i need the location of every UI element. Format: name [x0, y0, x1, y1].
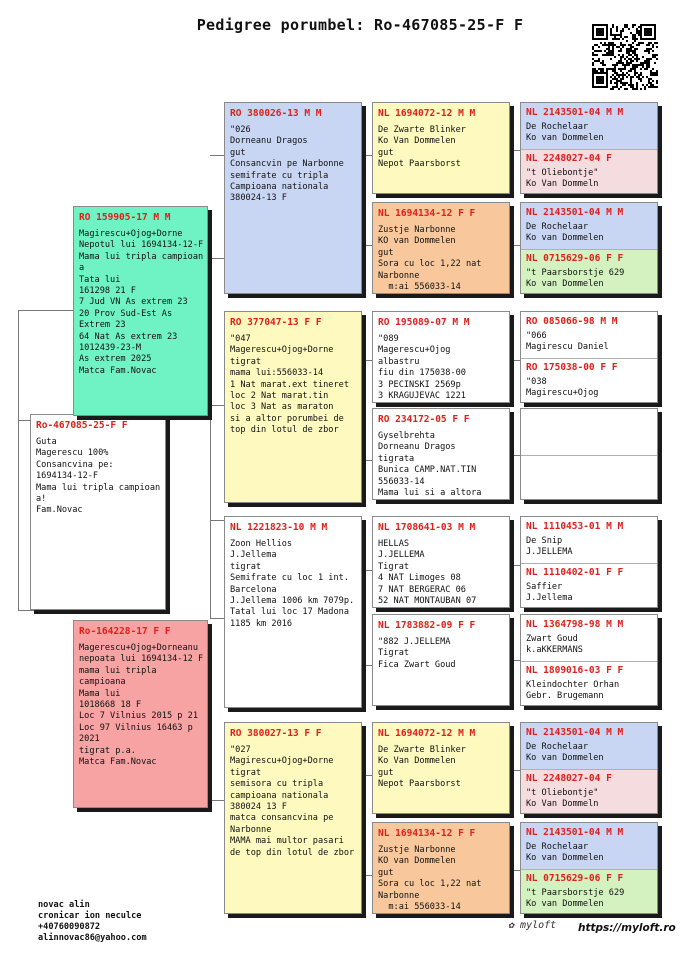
- sire-card[interactable]: [73, 206, 208, 416]
- pedigree-line: Tata lui: [79, 274, 121, 285]
- pedigree-connector: [510, 150, 520, 151]
- pedigree-line: campioana: [79, 677, 126, 688]
- pedigree-line: Fam.Novac: [36, 505, 83, 516]
- pedigree-line: Ko van Dommelen: [526, 133, 604, 144]
- great-granddam-card[interactable]: [521, 563, 657, 608]
- ring-number: RO 159905-17 M M: [79, 212, 171, 223]
- pedigree-line: "882 J.JELLEMA: [378, 637, 451, 647]
- great-grandparent-card[interactable]: [372, 408, 510, 500]
- pedigree-line: Gebr. Brugemann: [526, 691, 604, 702]
- pedigree-connector: [510, 455, 520, 456]
- pedigree-line: Kleindochter Orhan: [526, 680, 620, 690]
- pedigree-connector: [362, 245, 372, 246]
- ring-number: NL 1221823-10 M M: [230, 522, 328, 533]
- pedigree-line: 7 NAT BERGERAC 06: [378, 584, 466, 595]
- ring-number: NL 2248027-04 F: [526, 153, 612, 164]
- pedigree-line: 1694134-12-F: [36, 471, 99, 482]
- pedigree-line: Mama lui tripla campioan: [79, 251, 204, 262]
- ring-number: NL 1110402-01 F F: [526, 567, 624, 578]
- pedigree-line: Mama lui si a altora: [378, 488, 482, 499]
- ring-number: NL 0715629-06 F F: [526, 253, 624, 264]
- pedigree-line: Ko Van Dommelen: [378, 136, 456, 147]
- ring-number: NL 1110453-01 M M: [526, 521, 624, 532]
- pedigree-line: campioana nationala: [230, 790, 329, 801]
- ring-number: RO 195089-07 M M: [378, 317, 470, 328]
- great-grandparents-pair: [520, 102, 658, 194]
- pedigree-line: Ko van Dommelen: [526, 753, 604, 764]
- ring-number: RO 175038-00 F F: [526, 362, 618, 373]
- pedigree-line: De Rochelaar: [526, 842, 589, 852]
- pedigree-line: 1185 km 2016: [230, 618, 293, 629]
- pedigree-line: Magirescu+Ojog+Dorne: [230, 756, 334, 767]
- pedigree-line: Nepot Paarsborst: [378, 159, 461, 170]
- pedigree-line: 7 Jud VN As extrem 23: [79, 297, 188, 308]
- pedigree-line: Ko Van Dommeln: [526, 179, 599, 190]
- pedigree-line: Sora cu loc 1,22 nat: [378, 259, 482, 270]
- great-grandparent-card[interactable]: [372, 202, 510, 294]
- pedigree-line: As extrem 2025: [79, 354, 152, 365]
- great-grandparents-pair: [520, 722, 658, 814]
- great-grandsire-card[interactable]: [521, 409, 657, 455]
- pedigree-line: 2021: [79, 734, 100, 745]
- pedigree-line: mama lui tripla: [79, 665, 157, 676]
- pedigree-line: J.Jellema: [230, 550, 277, 561]
- ring-number: NL 1694072-12 M M: [378, 108, 476, 119]
- breeder-name: novac alin: [38, 900, 90, 910]
- pedigree-line: De Snip: [526, 536, 563, 546]
- pedigree-line: Zwart Goud: [526, 634, 578, 644]
- pedigree-line: Ko Van Dommelen: [378, 756, 456, 767]
- great-grandparents-pair: [520, 202, 658, 294]
- pedigree-line: J.Jellema 1006 km 7079p.: [230, 596, 355, 607]
- great-grandparent-card[interactable]: [372, 614, 510, 706]
- pedigree-line: gut: [378, 247, 394, 258]
- great-granddam-card[interactable]: [521, 455, 657, 500]
- pedigree-line: Guta: [36, 437, 57, 447]
- pedigree-line: Mama lui: [79, 688, 121, 699]
- qr-code-icon: [592, 24, 658, 90]
- pedigree-line: 1018668 18 F: [79, 700, 142, 711]
- pedigree-connector: [510, 660, 520, 661]
- great-grandsire-card[interactable]: [521, 823, 657, 869]
- great-grandparents-pair: [520, 822, 658, 914]
- pedigree-line: Saffier: [526, 582, 563, 592]
- ring-number: NL 1694134-12 F F: [378, 208, 476, 219]
- ring-number: NL 1809016-03 F F: [526, 665, 624, 676]
- pedigree-line: KO van Dommelen: [378, 856, 456, 867]
- great-granddam-card[interactable]: [521, 869, 657, 914]
- pedigree-line: Magirescu+Ojog: [526, 388, 599, 399]
- pedigree-connector: [510, 360, 520, 361]
- pedigree-line: "t Paarsborstje 629: [526, 268, 625, 278]
- pedigree-line: Consancvina pe:: [36, 459, 114, 470]
- pair-divider: [521, 769, 657, 770]
- ring-number: NL 2143501-04 M M: [526, 727, 624, 738]
- grandparent-card[interactable]: [224, 722, 362, 914]
- pedigree-line: top din lotul de zbor: [230, 425, 339, 436]
- pedigree-connector: [362, 360, 372, 361]
- pedigree-line: KO van Dommelen: [378, 236, 456, 247]
- ring-number: NL 0715629-06 F F: [526, 873, 624, 884]
- pedigree-line: J.JELLEMA: [526, 547, 573, 558]
- pedigree-line: "066: [526, 331, 547, 341]
- pedigree-connector: [210, 155, 224, 156]
- pair-divider: [521, 455, 657, 456]
- pedigree-line: Magirescu+Ojog+Dorne: [79, 229, 183, 239]
- pedigree-line: Narbonne: [378, 270, 420, 281]
- pedigree-connector: [362, 775, 372, 776]
- pedigree-line: 4 NAT Limoges 08: [378, 573, 461, 584]
- pedigree-line: Mama lui tripla campioan: [36, 482, 161, 493]
- ring-number: RO 380027-13 F F: [230, 728, 322, 739]
- pedigree-connector: [362, 460, 372, 461]
- pedigree-line: Loc 97 Vilnius 16463 p: [79, 722, 193, 733]
- pedigree-line: Ko van Dommelen: [526, 279, 604, 290]
- pedigree-line: "t Oliebontje": [526, 788, 599, 798]
- pedigree-line: semifrate cu tripla: [230, 170, 329, 181]
- pedigree-line: 52 NAT MONTAUBAN 07: [378, 596, 477, 607]
- pedigree-connector: [210, 405, 224, 406]
- pedigree-line: de top din lotul de zbor: [230, 847, 355, 858]
- pedigree-line: "026: [230, 125, 251, 135]
- ring-number: NL 1694072-12 M M: [378, 728, 476, 739]
- pair-divider: [521, 869, 657, 870]
- ring-number: NL 2143501-04 M M: [526, 827, 624, 838]
- ring-number: Ro-164228-17 F F: [79, 626, 171, 637]
- pedigree-line: Matca Fam.Novac: [79, 757, 157, 768]
- pedigree-line: "t Oliebontje": [526, 168, 599, 178]
- ring-number: NL 1694134-12 F F: [378, 828, 476, 839]
- ring-number: RO 377047-13 F F: [230, 317, 322, 328]
- pedigree-line: tigrata: [378, 453, 415, 464]
- great-grandparent-card[interactable]: [372, 822, 510, 914]
- ring-number: RO 380026-13 M M: [230, 108, 322, 119]
- dam-card[interactable]: [73, 620, 208, 808]
- pedigree-connector: [362, 155, 372, 156]
- great-grandparent-card[interactable]: [372, 102, 510, 194]
- pedigree-line: 64 Nat As extrem 23: [79, 331, 178, 342]
- great-grandparents-pair: [520, 311, 658, 403]
- pedigree-line: gut: [378, 767, 394, 778]
- pedigree-line: gut: [230, 147, 246, 158]
- site-link[interactable]: https://myloft.ro: [578, 922, 676, 934]
- pedigree-line: nepoata lui 1694134-12 F: [79, 654, 204, 665]
- pedigree-connector: [210, 520, 224, 521]
- breeder-phone: +40760090872: [38, 922, 101, 932]
- great-grandsire-card[interactable]: [521, 203, 657, 249]
- pedigree-line: Magerescu+Ojog+Dorneanu: [79, 643, 198, 653]
- subject-pigeon-card[interactable]: [30, 414, 166, 610]
- pedigree-line: Tigrat: [378, 561, 410, 572]
- pedigree-line: Zustje Narbonne: [378, 845, 456, 855]
- myloft-logo: ✿ myloft: [508, 920, 557, 931]
- pedigree-line: Magerescu 100%: [36, 448, 109, 459]
- pedigree-line: Nepotul lui 1694134-12-F: [79, 240, 204, 251]
- pedigree-line: "t Paarsborstje 629: [526, 888, 625, 898]
- pedigree-line: si a altor porumbei de: [230, 413, 344, 424]
- ring-number: NL 1364798-98 M M: [526, 619, 624, 630]
- pedigree-line: Fica Zwart Goud: [378, 659, 456, 670]
- pedigree-connector: [510, 245, 520, 246]
- pedigree-connector: [362, 665, 372, 666]
- pedigree-connector: [362, 360, 363, 460]
- pedigree-connector: [510, 870, 520, 871]
- great-granddam-card[interactable]: [521, 358, 657, 403]
- great-grandsire-card[interactable]: [521, 723, 657, 769]
- pedigree-line: 380024 13 F: [230, 802, 287, 813]
- pedigree-line: De Rochelaar: [526, 222, 589, 232]
- ring-number: NL 2248027-04 F: [526, 773, 612, 784]
- pedigree-line: Dorneanu Dragos: [378, 442, 456, 453]
- pedigree-line: Zoon Hellios: [230, 539, 293, 549]
- pedigree-line: Narbonne: [378, 890, 420, 901]
- pedigree-line: Nepot Paarsborst: [378, 779, 461, 790]
- pedigree-line: Tatal lui loc 17 Madona: [230, 607, 349, 618]
- ring-number: NL 2143501-04 M M: [526, 107, 624, 118]
- pedigree-line: 161298 21 F: [79, 286, 136, 297]
- pedigree-line: m:ai 556033-14: [378, 282, 461, 293]
- pedigree-connector: [210, 258, 224, 259]
- pedigree-line: Consancvin pe Narbonne: [230, 159, 344, 170]
- logo-text: myloft: [520, 920, 557, 931]
- pedigree-line: Barcelona: [230, 584, 277, 595]
- pedigree-line: a: [79, 263, 85, 274]
- pedigree-connector: [18, 310, 19, 610]
- breeder-org: cronicar ion neculce: [38, 911, 142, 921]
- pedigree-line: "027: [230, 745, 251, 755]
- pedigree-line: Sora cu loc 1,22 nat: [378, 879, 482, 890]
- pedigree-line: Tigrat: [378, 648, 410, 659]
- pedigree-line: Ko van Dommelen: [526, 233, 604, 244]
- ring-number: NL 1708641-03 M M: [378, 522, 476, 533]
- great-granddam-card[interactable]: [521, 149, 657, 194]
- pedigree-connector: [510, 770, 520, 771]
- pedigree-line: Ko van Dommelen: [526, 899, 604, 910]
- ring-number: NL 2143501-04 M M: [526, 207, 624, 218]
- pedigree-line: Magerescu+Ojog: [378, 345, 451, 356]
- great-grandparents-pair: [520, 614, 658, 706]
- pedigree-line: loc 3 Nat as maraton: [230, 402, 334, 413]
- pedigree-line: 380024-13 F: [230, 193, 287, 204]
- pedigree-line: J.JELLEMA: [378, 550, 425, 561]
- pedigree-line: gut: [378, 147, 394, 158]
- pedigree-line: De Zwarte Blinker: [378, 745, 466, 755]
- pedigree-line: m:ai 556033-14: [378, 902, 461, 913]
- pedigree-line: J.Jellema: [526, 593, 573, 604]
- pedigree-line: De Rochelaar: [526, 742, 589, 752]
- pedigree-line: mama lui:556033-14: [230, 368, 324, 379]
- ring-number: RO 085066-98 M M: [526, 316, 618, 327]
- pedigree-connector: [362, 775, 363, 875]
- pedigree-line: "038: [526, 377, 547, 387]
- pedigree-line: "047: [230, 334, 251, 344]
- pedigree-connector: [210, 618, 224, 619]
- pedigree-line: semisora cu tripla: [230, 779, 324, 790]
- ring-number: NL 1783882-09 F F: [378, 620, 476, 631]
- pedigree-connector: [18, 310, 73, 311]
- pedigree-line: Semifrate cu loc 1 int.: [230, 573, 349, 584]
- great-grandparent-card[interactable]: [372, 311, 510, 403]
- pedigree-line: Magirescu Daniel: [526, 342, 609, 353]
- pedigree-line: k.aKKERMANS: [526, 645, 583, 656]
- great-granddam-card[interactable]: [521, 769, 657, 814]
- pair-divider: [521, 563, 657, 564]
- grandparent-card[interactable]: [224, 516, 362, 708]
- pedigree-line: 3 PECINSKI 2569p: [378, 379, 461, 390]
- breeder-contact: [38, 900, 147, 944]
- pedigree-connector: [362, 570, 363, 665]
- pedigree-line: 556033-14: [378, 476, 425, 487]
- great-grandparents-pair: [520, 408, 658, 500]
- pedigree-line: Ko van Dommelen: [526, 853, 604, 864]
- pedigree-line: tigrat: [230, 356, 262, 367]
- great-grandparent-card[interactable]: [372, 516, 510, 608]
- pedigree-line: Campioana nationala: [230, 182, 329, 193]
- great-grandsire-card[interactable]: [521, 517, 657, 563]
- pedigree-line: "089: [378, 334, 399, 344]
- pedigree-connector: [510, 565, 520, 566]
- pedigree-line: Loc 7 Vilnius 2015 p 21: [79, 711, 198, 722]
- pedigree-line: Bunica CAMP.NAT.TIN: [378, 465, 477, 476]
- pedigree-connector: [362, 145, 363, 245]
- pedigree-line: Matca Fam.Novac: [79, 365, 157, 376]
- pedigree-line: De Zwarte Blinker: [378, 125, 466, 135]
- pedigree-line: Extrem 23: [79, 320, 126, 331]
- page-title: Pedigree porumbel: Ro-467085-25-F F: [196, 16, 524, 34]
- pedigree-connector: [18, 420, 30, 421]
- pedigree-connector: [210, 800, 224, 801]
- great-grandsire-card[interactable]: [521, 615, 657, 661]
- pair-divider: [521, 358, 657, 359]
- pedigree-line: matca consancvina pe: [230, 813, 334, 824]
- pedigree-line: De Rochelaar: [526, 122, 589, 132]
- pair-divider: [521, 149, 657, 150]
- pedigree-line: Magerescu+Ojog+Dorne: [230, 345, 334, 356]
- pedigree-line: Zustje Narbonne: [378, 225, 456, 235]
- pedigree-line: gut: [378, 867, 394, 878]
- grandparent-card[interactable]: [224, 102, 362, 294]
- pair-divider: [521, 661, 657, 662]
- pedigree-connector: [362, 875, 372, 876]
- pedigree-line: fiu din 175038-00: [378, 368, 466, 379]
- pedigree-line: a!: [36, 494, 47, 505]
- ring-number: RO 234172-05 F F: [378, 414, 470, 425]
- pedigree-line: MAMA mai multor pasari: [230, 836, 344, 847]
- pedigree-line: albastru: [378, 356, 420, 367]
- pedigree-line: tigrat: [230, 767, 262, 778]
- breeder-email: alinnovac86@yahoo.com: [38, 933, 147, 943]
- great-grandparent-card[interactable]: [372, 722, 510, 814]
- pedigree-line: HELLAS: [378, 539, 410, 549]
- pedigree-line: Narbonne: [230, 824, 272, 835]
- pedigree-line: 1012439-23-M: [79, 343, 142, 354]
- pedigree-line: 20 Prov Sud-Est As: [79, 308, 173, 319]
- pedigree-line: tigrat p.a.: [79, 745, 136, 756]
- pedigree-line: Dorneanu Dragos: [230, 136, 308, 147]
- pair-divider: [521, 249, 657, 250]
- great-grandparents-pair: [520, 516, 658, 608]
- pedigree-connector: [362, 570, 372, 571]
- pedigree-line: loc 2 Nat marat.tin: [230, 391, 329, 402]
- pedigree-line: 3 KRAGUJEVAC 1221: [378, 391, 466, 402]
- great-granddam-card[interactable]: [521, 661, 657, 706]
- grandparent-card[interactable]: [224, 311, 362, 503]
- pedigree-line: Gyselbrehta: [378, 431, 435, 441]
- great-grandsire-card[interactable]: [521, 103, 657, 149]
- pedigree-line: tigrat: [230, 561, 262, 572]
- pedigree-connector: [18, 610, 73, 611]
- ring-number: Ro-467085-25-F F: [36, 420, 128, 431]
- pedigree-connector: [210, 258, 211, 618]
- great-granddam-card[interactable]: [521, 249, 657, 294]
- pedigree-line: 1 Nat marat.ext tineret: [230, 379, 349, 390]
- great-grandsire-card[interactable]: [521, 312, 657, 358]
- pedigree-line: Ko Van Dommeln: [526, 799, 599, 810]
